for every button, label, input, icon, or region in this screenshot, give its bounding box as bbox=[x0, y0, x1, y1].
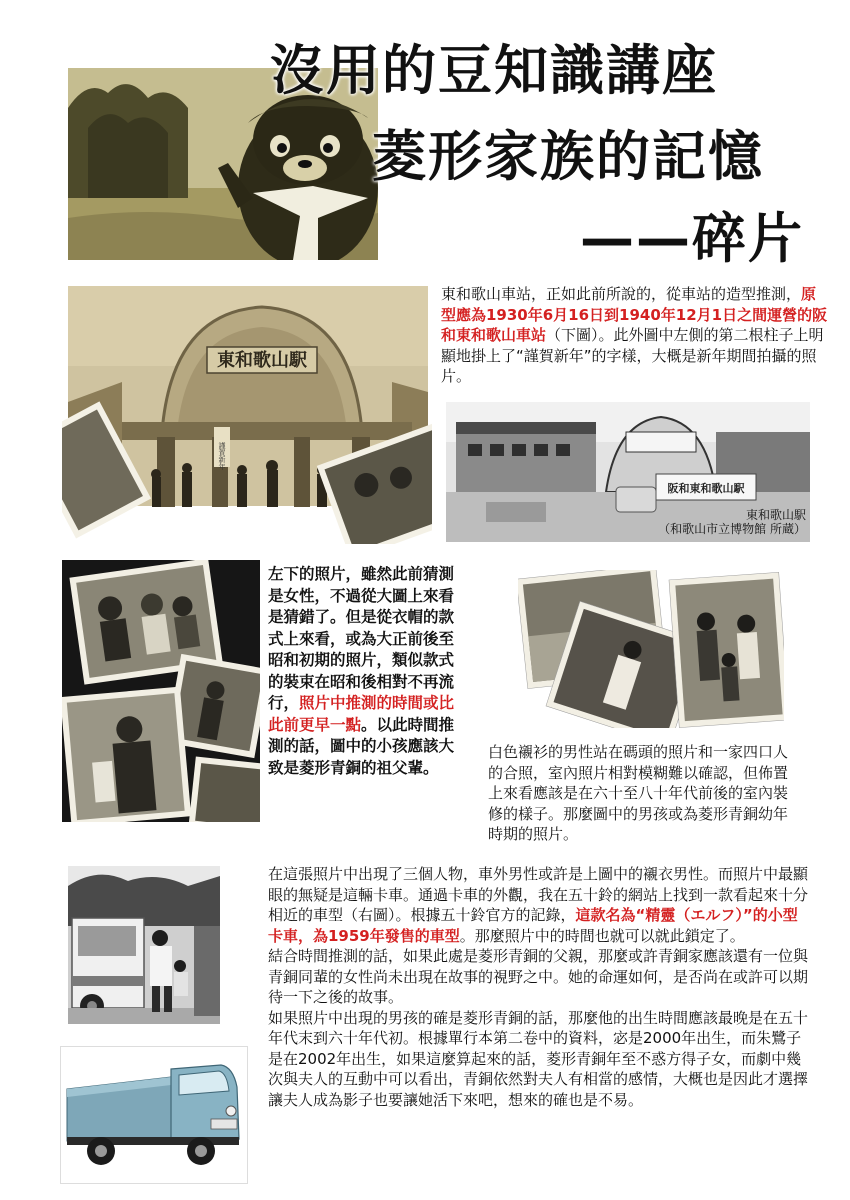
section4-highlight: 這款名為“精靈（エルフ）”的小型卡車，為1959年發售的車型 bbox=[268, 906, 798, 945]
family-photos-illustration bbox=[62, 560, 260, 822]
truck-photo-new bbox=[60, 1046, 248, 1184]
section2-text-end: 。以此時間推測的話，圖中的小孩應該大致是菱形青銅的祖父輩。 bbox=[268, 715, 455, 777]
title-line-2: 菱形家族的記憶 bbox=[372, 125, 764, 188]
section3-text: 白色襯衫的男性站在碼頭的照片和一家四口人的合照，室內照片相對模糊難以確認，但佈置上來看應該是在六十至八十年代前後的室內裝修的樣子。那麼圖中的男孩或為菱形青銅幼年時期的照片。 bbox=[488, 743, 789, 843]
section4-paragraph-2: 結合時間推測的話，如果此處是菱形青銅的父親，那麼或許青銅家應該還有一位與青銅同輩的女性尚未出現在故事的視野之中。她的命運如何，是否尚在或許可以期待一下之後的故事。 bbox=[268, 947, 809, 1006]
old-station-sign-text: 阪和東和歌山駅 bbox=[667, 482, 745, 495]
section1-paragraph bbox=[441, 284, 829, 387]
section1-text: 東和歌山車站，正如此前所說的，從車站的造型推測， bbox=[441, 285, 802, 303]
section1-highlight: 原型應為1930年6月16日到1940年12月1日之間運營的阪和東和歌山車站 bbox=[441, 285, 828, 344]
old-truck-illustration bbox=[68, 866, 220, 1024]
section4-paragraph-3: 如果照片中出現的男孩的確是菱形青銅的話，那麼他的出生時間應該最晚是在五十年代末到六十年代初。根據單行本第二卷中的資料，宓是2000年出生，而朱鷺子是在2002年出生，如果這麼算起來的話，菱形青銅年至不惑方得子女，而劇中幾次與夫人的互動中可以看出，青銅依然對夫人有相當的感情，大概也是因此才選擇讓夫人成為影子也要讓她活下來吧，想來的確也是不易。 bbox=[268, 1008, 809, 1109]
title-line-1: 沒用的豆知識講座 bbox=[270, 39, 718, 102]
station-photo bbox=[62, 282, 432, 544]
section2-paragraph bbox=[268, 564, 460, 779]
section2-text: 左下的照片，雖然此前猜測是女性，不過從大圖上來看是猜錯了。但是從衣帽的款式上來看，或為大正前後至昭和初期的照片，類似款式的裝束在昭和後相對不再流行， bbox=[268, 565, 455, 712]
truck-photo-old bbox=[68, 866, 220, 1024]
station-collage bbox=[62, 282, 432, 544]
caption-line-2: （和歌山市立博物館 所蔵） bbox=[658, 522, 806, 536]
family-collage-right bbox=[518, 570, 784, 728]
old-station-caption bbox=[600, 508, 806, 536]
section3-paragraph bbox=[488, 742, 794, 845]
pier-and-family-illustration bbox=[518, 570, 784, 728]
station-sign-text: 東和歌山駅 bbox=[217, 350, 307, 371]
section2-highlight: 照片中推測的時間或比此前更早一點 bbox=[268, 694, 455, 734]
isuzu-elf-truck-illustration bbox=[61, 1047, 247, 1183]
caption-line-1: 東和歌山駅 bbox=[745, 508, 806, 522]
section4-paragraphs bbox=[268, 864, 808, 1110]
title-line-3: ——碎片 bbox=[580, 207, 804, 270]
banner-text: 謹賀新年 bbox=[218, 442, 226, 470]
section4-text: 在這張照片中出現了三個人物，車外男性或許是上圖中的襯衣男性。而照片中最顯眼的無疑是這輛卡車。通過卡車的外觀，我在五十鈴的網站上找到一款看起來十分相近的車型（右圖）。根據五十鈴官方的記錄， bbox=[268, 865, 809, 924]
family-collage-left bbox=[62, 560, 260, 822]
section4-text-end: 。那麼照片中的時間也就可以就此鎖定了。 bbox=[459, 926, 745, 945]
section4-paragraph-1 bbox=[268, 864, 808, 946]
section1-text-end: （下圖）。此外圖中左側的第二根柱子上明顯地掛上了“謹賀新年”的字樣，大概是新年期間拍攝的照片。 bbox=[441, 326, 824, 385]
